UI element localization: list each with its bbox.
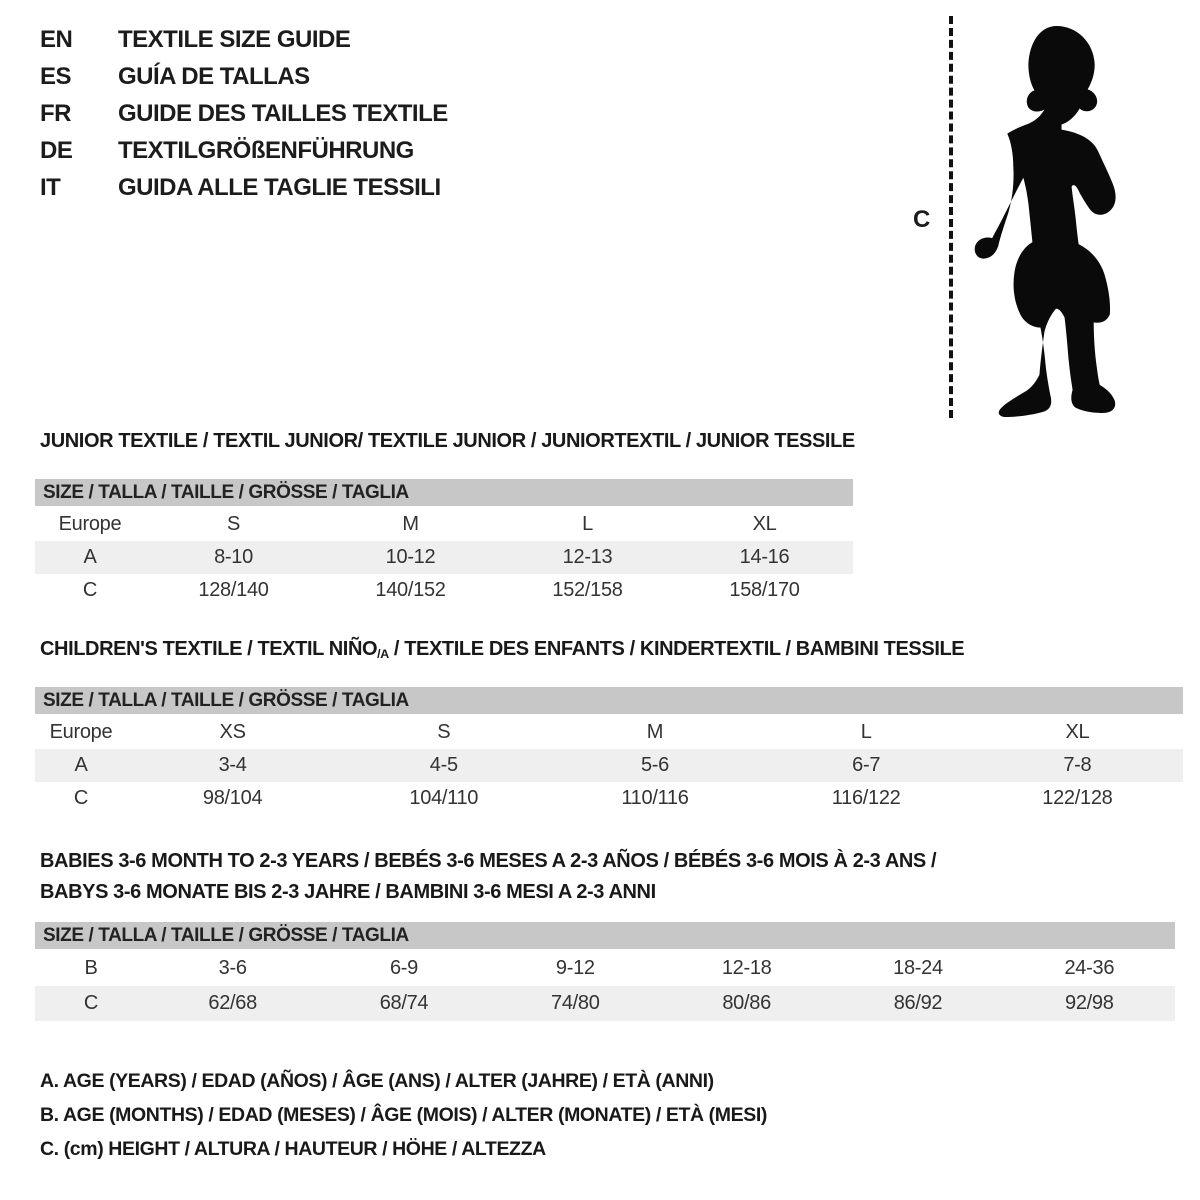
- legend-line-b: B. AGE (MONTHS) / EDAD (MESES) / ÂGE (MOIS) / ALTER (MONATE) / ETÀ (MESI): [40, 1104, 767, 1126]
- size-cell: 9-12: [555, 957, 595, 979]
- size-cell: 12-18: [721, 957, 772, 979]
- size-cell: 140/152: [375, 579, 446, 601]
- size-cell: 128/140: [198, 579, 269, 601]
- lang-code: FR: [40, 100, 71, 127]
- lang-row-de: [40, 137, 448, 174]
- section-junior-textile: [35, 430, 853, 607]
- size-cell: 158/170: [729, 579, 800, 601]
- size-cell: L: [582, 513, 593, 535]
- children-size-table: [35, 716, 1183, 815]
- row-label: C: [73, 787, 89, 809]
- row-label: B: [84, 957, 98, 979]
- heading-subscript: /A: [377, 647, 389, 662]
- size-cell: 104/110: [409, 787, 479, 809]
- row-label: Europe: [58, 513, 122, 535]
- children-size-header-bar: SIZE / TALLA / TAILLE / GRÖSSE / TAGLIA: [35, 687, 1183, 714]
- measure-c-label: C: [913, 206, 931, 233]
- table-row: [35, 986, 1175, 1021]
- size-cell: S: [226, 513, 241, 535]
- size-cell: M: [402, 513, 419, 535]
- table-row: [35, 951, 1175, 986]
- size-cell: L: [860, 721, 872, 743]
- size-cell: XL: [1065, 721, 1090, 743]
- lang-row-en: [40, 26, 448, 63]
- height-measure-figure: [905, 12, 1165, 426]
- size-cell: XL: [752, 513, 777, 535]
- size-cell: 80/86: [661, 986, 832, 1021]
- lang-row-fr: [40, 100, 448, 137]
- lang-code: DE: [40, 137, 73, 164]
- row-label: Europe: [49, 721, 113, 743]
- size-cell: 3-6: [218, 957, 247, 979]
- babies-section-heading-line2: BABYS 3-6 MONATE BIS 2-3 JAHRE / BAMBINI 3-6 MESI A 2-3 ANNI: [40, 881, 656, 903]
- lang-code: ES: [40, 63, 72, 90]
- table-row: [35, 749, 1183, 782]
- size-cell: 24-36: [1064, 957, 1115, 979]
- lang-code: IT: [40, 174, 61, 201]
- lang-title: TEXTILE SIZE GUIDE: [118, 26, 351, 53]
- size-cell: 4-5: [338, 749, 549, 782]
- size-cell: 12-13: [499, 541, 676, 574]
- table-row: [35, 541, 853, 574]
- size-cell: 5-6: [549, 749, 760, 782]
- section-childrens-textile: [35, 638, 1183, 815]
- size-cell: 86/92: [832, 986, 1003, 1021]
- row-label: C: [82, 579, 98, 601]
- junior-size-table: [35, 508, 853, 607]
- size-cell: 98/104: [202, 787, 263, 809]
- lang-title: GUIDA ALLE TAGLIE TESSILI: [118, 174, 441, 201]
- size-cell: 152/158: [552, 579, 623, 601]
- size-cell: 92/98: [1004, 986, 1175, 1021]
- table-row: [35, 574, 853, 607]
- section-babies-textile: [35, 846, 1175, 1021]
- toddler-silhouette-icon: [963, 16, 1141, 418]
- lang-title: TEXTILGRÖßENFÜHRUNG: [118, 137, 414, 164]
- size-cell: 6-9: [389, 957, 418, 979]
- size-cell: 7-8: [972, 749, 1183, 782]
- lang-code: EN: [40, 26, 73, 53]
- lang-title: GUÍA DE TALLAS: [118, 63, 310, 90]
- lang-row-it: [40, 174, 448, 211]
- size-cell: 74/80: [490, 986, 661, 1021]
- heading-text: CHILDREN'S TEXTILE / TEXTIL NIÑO: [40, 638, 378, 660]
- junior-section-heading: JUNIOR TEXTILE / TEXTIL JUNIOR/ TEXTILE JUNIOR / JUNIORTEXTIL / JUNIOR TESSILE: [40, 430, 855, 452]
- row-label: A: [35, 749, 127, 782]
- measurement-legend: [40, 1064, 767, 1166]
- babies-size-table: [35, 951, 1175, 1021]
- babies-size-header-bar: SIZE / TALLA / TAILLE / GRÖSSE / TAGLIA: [35, 922, 1175, 949]
- children-section-heading: [40, 638, 1183, 661]
- size-cell: 14-16: [676, 541, 853, 574]
- size-cell: 68/74: [318, 986, 489, 1021]
- size-cell: 116/122: [831, 787, 901, 809]
- table-row: [35, 508, 853, 541]
- table-row: [35, 782, 1183, 815]
- heading-text: / TEXTILE DES ENFANTS / KINDERTEXTIL / BAMBINI TESSILE: [388, 638, 965, 660]
- babies-section-heading-line1: BABIES 3-6 MONTH TO 2-3 YEARS / BEBÉS 3-6 MESES A 2-3 AÑOS / BÉBÉS 3-6 MOIS À 2-3 ANS /: [40, 850, 937, 872]
- size-cell: 10-12: [322, 541, 499, 574]
- size-cell: M: [646, 721, 664, 743]
- height-dashed-line: [949, 16, 953, 418]
- size-cell: 3-4: [127, 749, 338, 782]
- table-row: [35, 716, 1183, 749]
- row-label: A: [35, 541, 145, 574]
- legend-line-c: C. (cm) HEIGHT / ALTURA / HAUTEUR / HÖHE / ALTEZZA: [40, 1138, 546, 1160]
- junior-size-header-bar: SIZE / TALLA / TAILLE / GRÖSSE / TAGLIA: [35, 479, 853, 506]
- language-list: [40, 26, 448, 211]
- lang-row-es: [40, 63, 448, 100]
- size-cell: S: [437, 721, 451, 743]
- size-cell: 122/128: [1042, 787, 1113, 809]
- size-cell: 8-10: [145, 541, 322, 574]
- size-cell: 62/68: [147, 986, 318, 1021]
- size-cell: XS: [219, 721, 246, 743]
- size-cell: 110/116: [621, 787, 689, 809]
- row-label: C: [35, 986, 147, 1021]
- size-cell: 18-24: [893, 957, 943, 979]
- lang-title: GUIDE DES TAILLES TEXTILE: [118, 100, 448, 127]
- legend-line-a: A. AGE (YEARS) / EDAD (AÑOS) / ÂGE (ANS) / ALTER (JAHRE) / ETÀ (ANNI): [40, 1070, 714, 1092]
- size-cell: 6-7: [761, 749, 972, 782]
